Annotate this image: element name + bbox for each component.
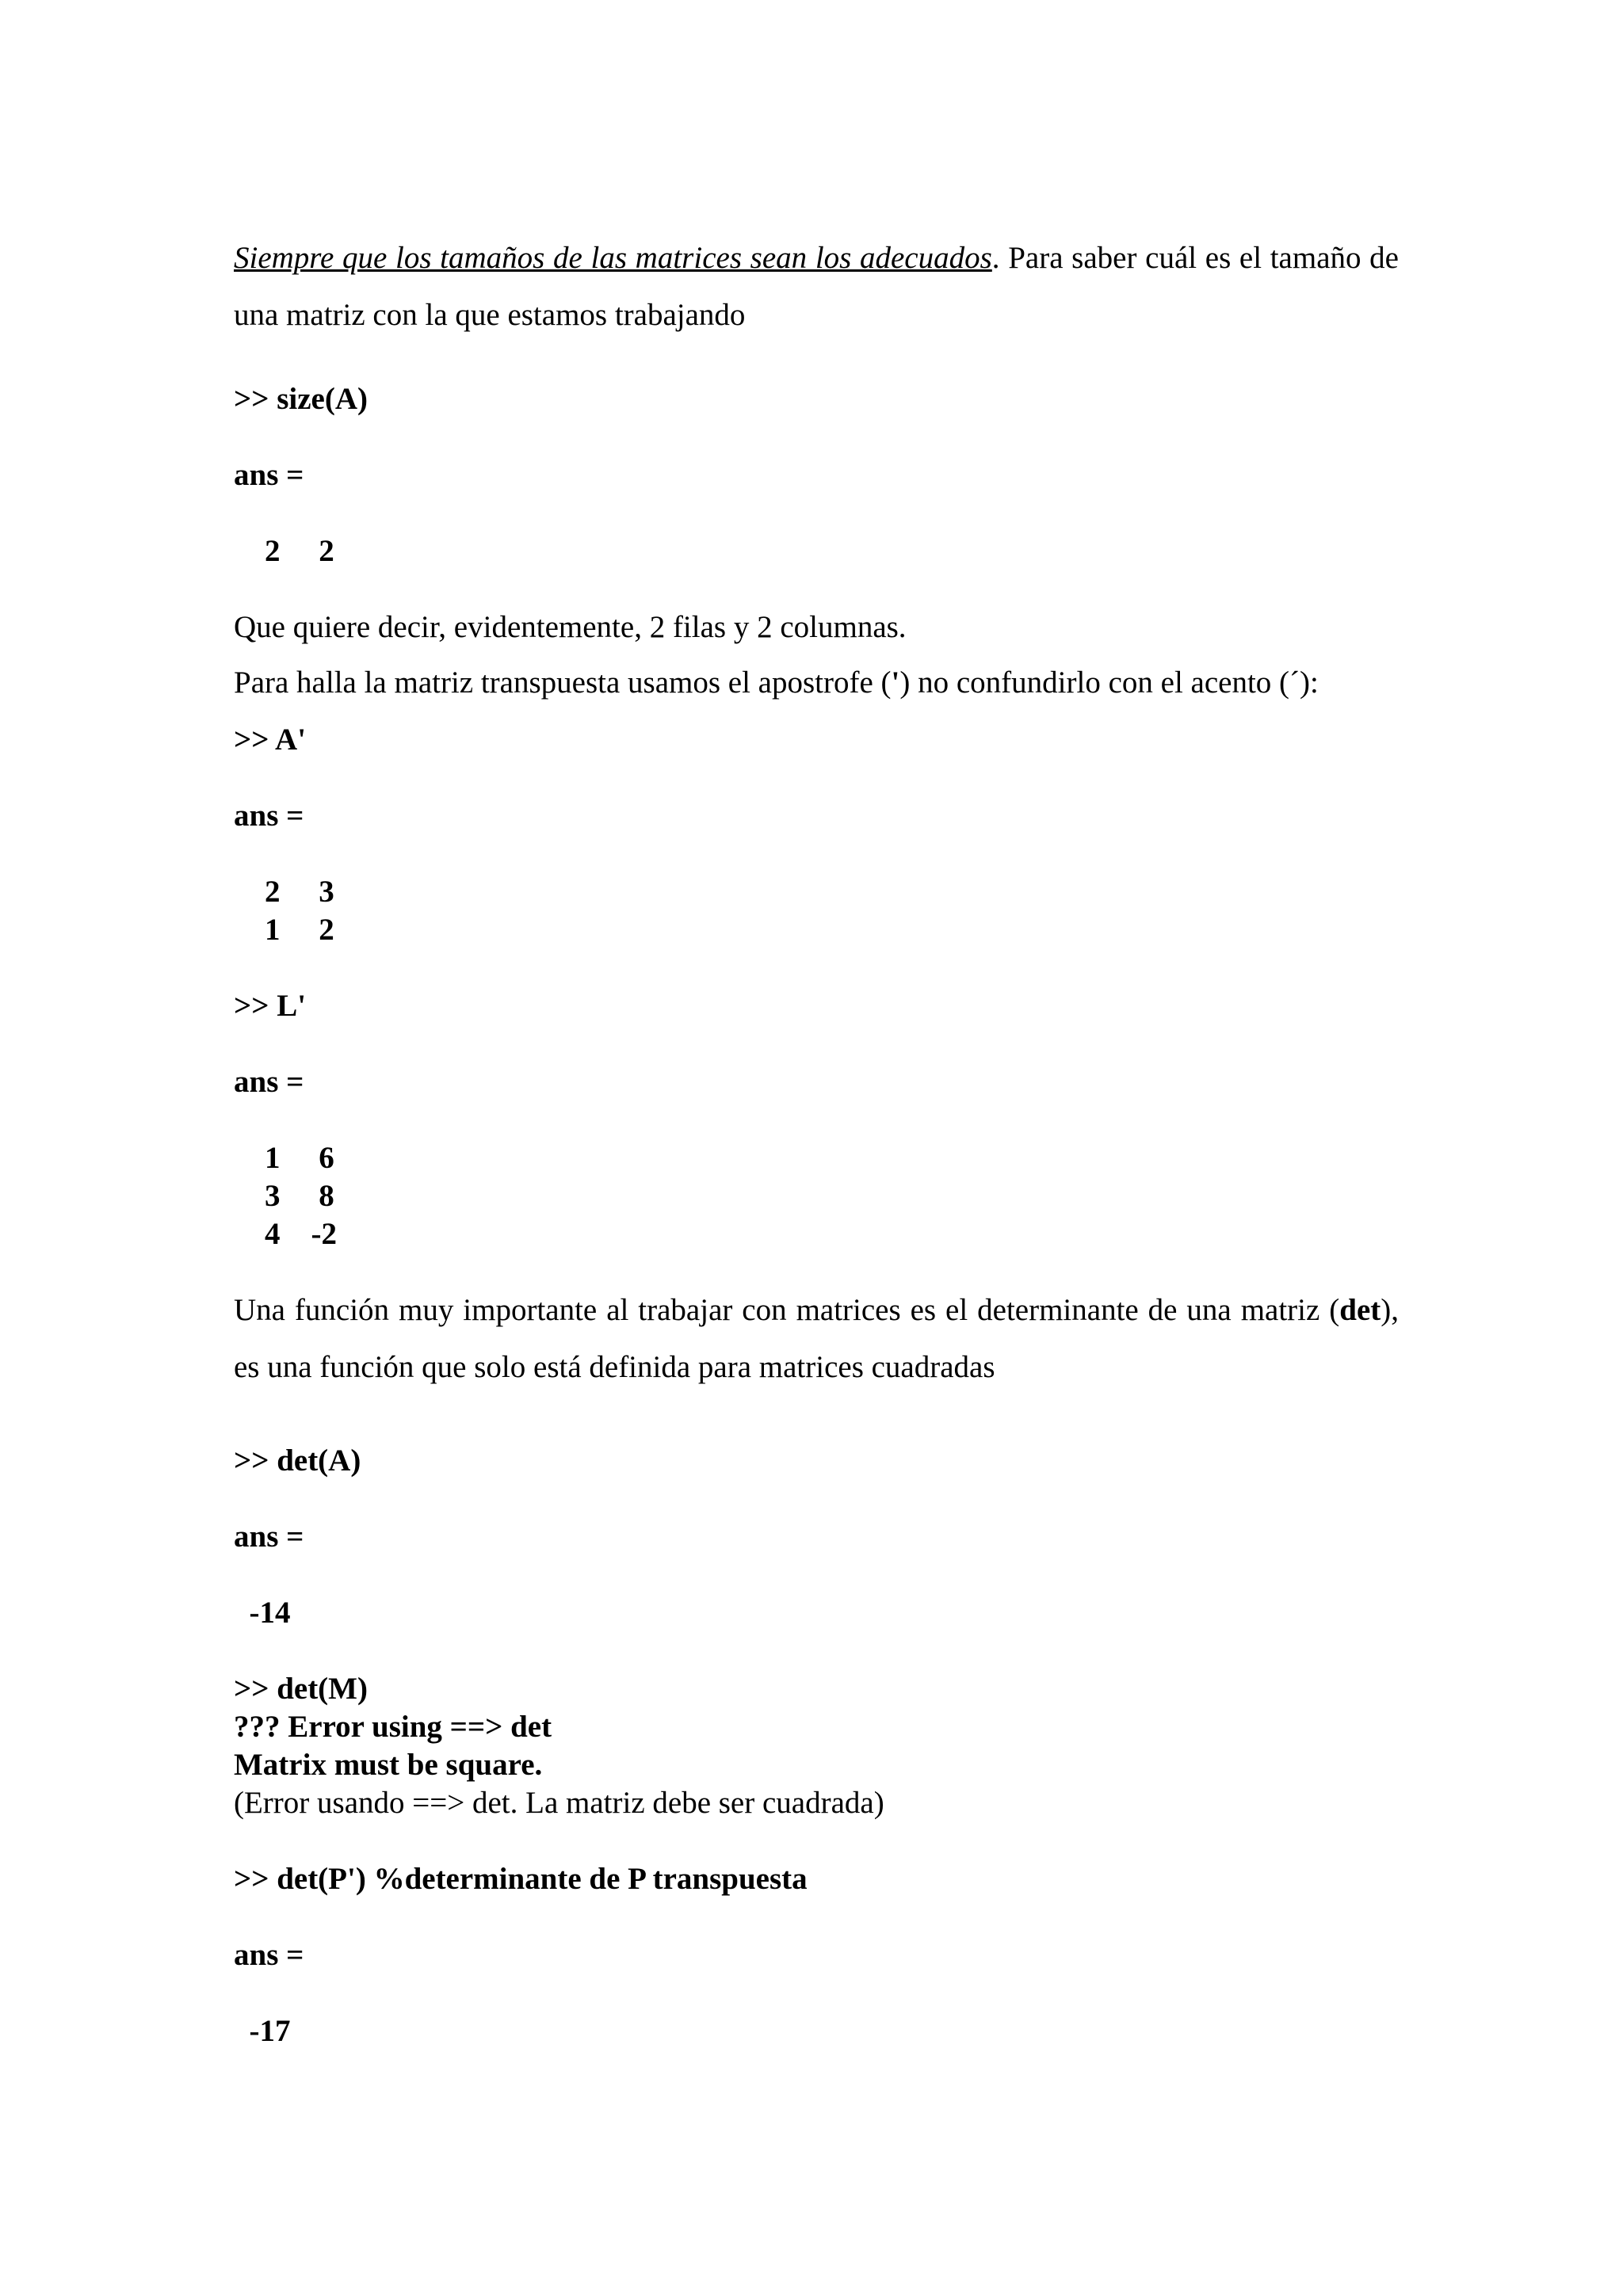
size-explanation: Que quiere decir, evidentemente, 2 filas y 2 columnas. bbox=[234, 610, 907, 644]
det-paragraph bbox=[234, 1282, 1399, 1396]
error-line-2: Matrix must be square. bbox=[234, 1748, 543, 1782]
error-line-1: ??? Error using ==> det bbox=[234, 1710, 552, 1744]
transpose-apostrophe: ' bbox=[891, 666, 900, 700]
size-result: 2 2 bbox=[234, 534, 334, 568]
det-p-command: >> det(P') %determinante de P transpuesta bbox=[234, 1862, 808, 1896]
error-translation: (Error usando ==> det. La matriz debe ser cuadrada) bbox=[234, 1786, 884, 1820]
intro-rest: . Para saber cuál es el tamaño de una matriz con la que estamos trabajando bbox=[234, 241, 1399, 332]
intro-underlined: Siempre que los tamaños de las matrices sean los adecuados bbox=[234, 241, 992, 275]
ans-label: ans = bbox=[234, 799, 304, 833]
det-a-command: >> det(A) bbox=[234, 1444, 361, 1478]
matrix-row: 1 2 bbox=[234, 913, 334, 947]
size-command: >> size(A) bbox=[234, 382, 368, 416]
det-word: det bbox=[1339, 1293, 1381, 1327]
ans-label: ans = bbox=[234, 1938, 304, 1972]
det-a-result: -14 bbox=[234, 1596, 291, 1630]
ans-label: ans = bbox=[234, 1065, 304, 1099]
transpose-explain-part2: ) no confundirlo con el acento (´): bbox=[899, 666, 1319, 700]
intro-paragraph bbox=[234, 230, 1399, 344]
transpose-l-command: >> L' bbox=[234, 989, 307, 1023]
ans-label: ans = bbox=[234, 458, 304, 492]
ans-label: ans = bbox=[234, 1520, 304, 1554]
det-m-command: >> det(M) bbox=[234, 1672, 368, 1706]
det-p-result: -17 bbox=[234, 2014, 291, 2048]
matrix-row: 4 -2 bbox=[234, 1217, 337, 1251]
transpose-explain-part1: Para halla la matriz transpuesta usamos el apostrofe ( bbox=[234, 666, 892, 700]
matrix-row: 3 8 bbox=[234, 1179, 334, 1213]
matrix-row: 1 6 bbox=[234, 1141, 334, 1175]
at-matrix bbox=[234, 873, 334, 949]
det-explain-part1: Una función muy importante al trabajar con matrices es el determinante de una matriz ( bbox=[234, 1293, 1340, 1327]
lt-matrix bbox=[234, 1139, 337, 1253]
matrix-row: 2 3 bbox=[234, 875, 334, 909]
transpose-explanation bbox=[234, 664, 1319, 702]
transpose-a-command: >> A' bbox=[234, 723, 307, 757]
det-explain-part2: ), es una función que solo está definida para matrices cuadradas bbox=[234, 1293, 1399, 1384]
